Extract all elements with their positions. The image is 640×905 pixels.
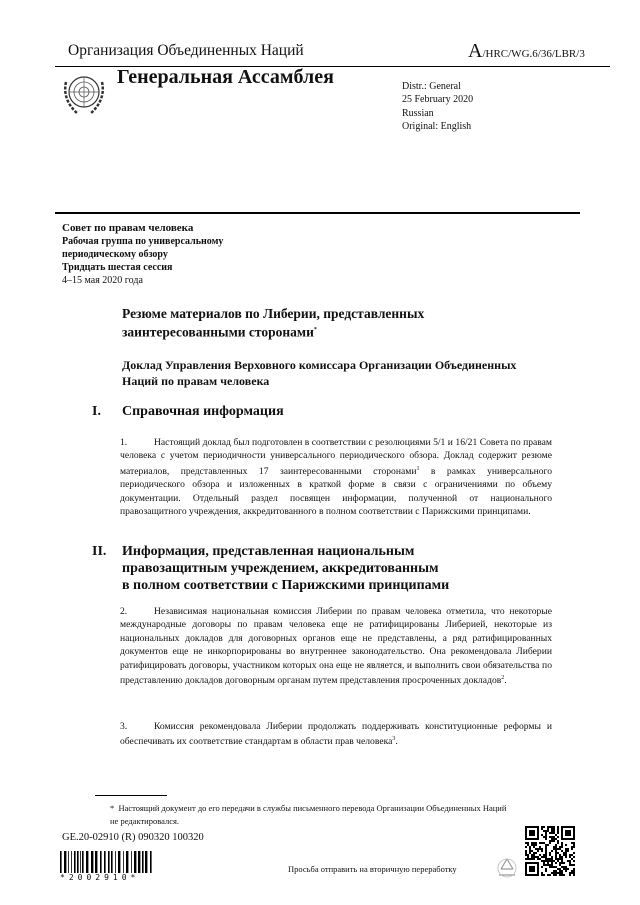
paragraph-text: Независимая национальная комиссия Либерии по правам человека отметила, что некоторые международные договоры по правам человека еще не ратифицированы Либерией, некоторые из национальных докладов для договорных органов еще не представлены, а ряд ратифицированных документов еще не инкорпорированы во внутреннее законодательство. Она рекомендовала Либерии ратифицировать договоры, участником которых она еще не является, и выполнить свои обязательства по представлению докладов договорным органам путем представления просроченных докладов (120, 606, 552, 687)
footnote-ref[interactable]: 3 (392, 736, 396, 743)
original-language-line: Original: English (402, 120, 472, 132)
language-line: Russian (402, 107, 434, 119)
paragraph-1 (120, 436, 552, 519)
un-emblem-icon (58, 70, 110, 120)
section-1-heading: Справочная информация (122, 404, 284, 419)
document-subtitle: Доклад Управления Верховного комиссара Организации Объединенных Наций по правам человека (122, 358, 517, 388)
paragraph-number: 2. (120, 606, 128, 617)
title-text: Резюме материалов по Либерии, представленных заинтересованными сторонами (122, 306, 425, 340)
paragraph-text: . (504, 675, 507, 687)
paragraph-2 (120, 605, 552, 688)
paragraph-text: Комиссия рекомендовала Либерии продолжать поддерживать конституционные реформы и обеспечивать их соответствие стандартам в области прав человека (120, 721, 552, 748)
section-1-number: I. (92, 404, 101, 419)
qr-code-icon (525, 826, 575, 876)
barcode-text: *2002910* (60, 873, 140, 882)
footnote-mark: * (110, 803, 115, 813)
heading-line: в полном соответствии с Парижскими принципами (122, 578, 450, 593)
paragraph-text: в рамках универсального периодического обзора и изложенных в краткой форме в связи с ограничениями по объему документации. Отдельный раздел посвящен информации, полученной от национального правозащитного учреждения, аккредитованного в полном соответствии с Парижскими принципами. (120, 466, 552, 518)
barcode-icon (60, 851, 152, 873)
section-2-heading (122, 543, 449, 594)
paragraph-number: 1. (120, 437, 128, 448)
body-name: Генеральная Ассамблея (117, 66, 334, 88)
session: Тридцать шестая сессия (62, 262, 173, 273)
paragraph-text: Настоящий доклад был подготовлен в соответствии с резолюциями 5/1 и 16/21 Совета по правам человека с учетом периодичности универсального периодического обзора. Доклад содержит резюме материалов, представленных 17 заинтересованными сторонами (120, 437, 552, 477)
footnote-divider (95, 795, 167, 796)
footnote-ref[interactable]: 1 (416, 465, 420, 472)
working-group-line1: Рабочая группа по универсальному (62, 236, 224, 247)
symbol-rest: /HRC/WG.6/36/LBR/3 (482, 48, 585, 60)
thick-divider (55, 212, 580, 214)
date-line: 25 February 2020 (402, 94, 474, 106)
job-number: GE.20-02910 (R) 090320 100320 (62, 832, 204, 843)
council-name: Совет по правам человека (62, 222, 194, 234)
footnote-text: Настоящий документ до его передачи в службы письменного перевода Организации Объединенных Наций не редактировался. (110, 803, 507, 826)
footnote (110, 802, 510, 828)
paragraph-3 (120, 720, 552, 749)
recycle-text: Просьба отправить на вторичную переработку (288, 864, 457, 874)
heading-line: Информация, представленная национальным (122, 544, 415, 559)
working-group-line2: периодическому обзору (62, 249, 168, 260)
symbol-prefix: A (468, 40, 483, 62)
distr-line: Distr.: General (402, 81, 461, 92)
distribution-block (402, 80, 473, 133)
document-title (122, 305, 522, 341)
council-block (62, 222, 223, 287)
footnote-ref[interactable]: 2 (501, 675, 505, 682)
paragraph-text: . (395, 736, 398, 748)
organization-name: Организация Объединенных Наций (68, 42, 304, 59)
title-footnote-mark: * (313, 327, 317, 333)
recycle-icon (495, 857, 519, 879)
session-dates: 4–15 мая 2020 года (62, 275, 143, 286)
document-symbol (468, 40, 585, 63)
section-2-number: II. (92, 544, 107, 559)
heading-line: правозащитным учреждением, аккредитованным (122, 561, 439, 576)
paragraph-number: 3. (120, 721, 128, 732)
